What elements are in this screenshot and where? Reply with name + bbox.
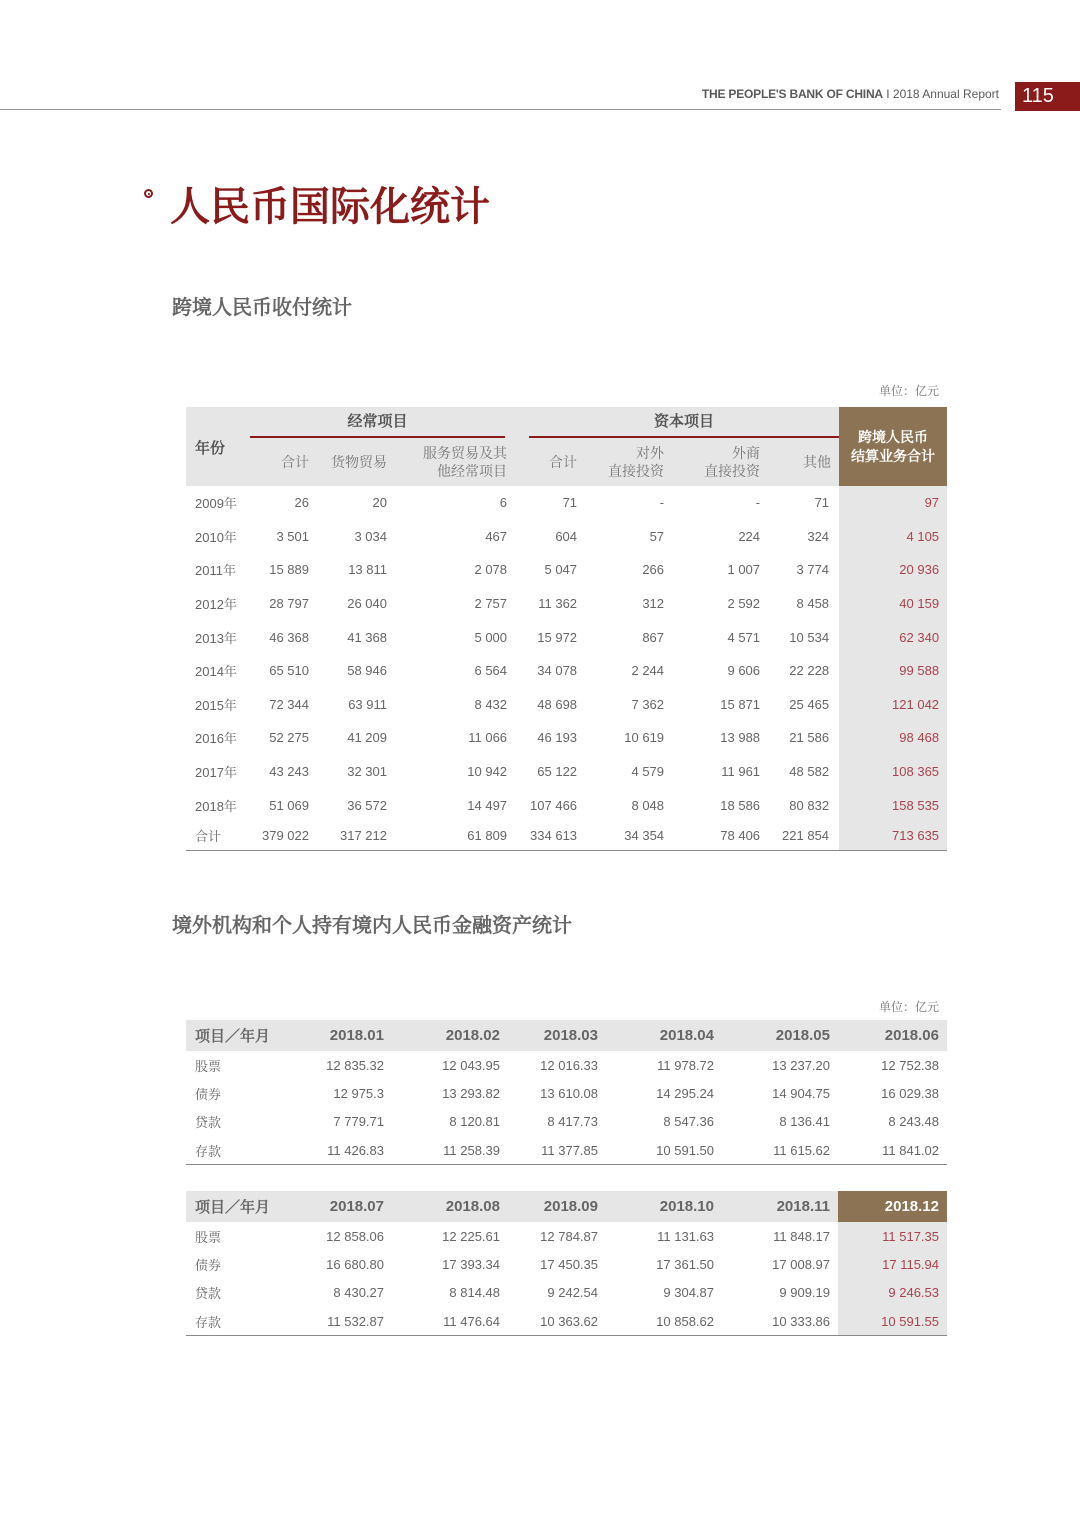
table-row <box>186 721 947 755</box>
table-row <box>186 654 947 688</box>
header-rule <box>0 109 1001 110</box>
value-cell: 12 858.06 <box>326 1228 384 1244</box>
item-month-header: 项目／年月 <box>186 1191 296 1222</box>
value-cell: 12 784.87 <box>540 1228 598 1244</box>
value-cell: 41 368 <box>347 629 387 645</box>
value-cell: 48 582 <box>789 764 830 780</box>
month-header: 2018.10 <box>606 1191 722 1222</box>
col-goods: 货物贸易 <box>331 454 387 470</box>
year-header: 年份 <box>195 440 226 457</box>
bank-name: THE PEOPLE'S BANK OF CHINA <box>701 87 883 101</box>
table-row <box>186 620 947 654</box>
value-cell: 12 975.3 <box>333 1085 384 1101</box>
value-cell: 9 242.54 <box>547 1285 598 1301</box>
value-cell: - <box>659 495 665 511</box>
value-cell: 8 243.48 <box>888 1114 939 1130</box>
asset-type-cell: 存款 <box>186 1136 296 1165</box>
value-cell: 78 406 <box>674 822 770 851</box>
col-fdi-line2: 直接投资 <box>704 463 761 479</box>
value-cell: 17 115.94 <box>838 1250 947 1278</box>
report-name: 2018 Annual Report <box>892 87 999 101</box>
value-cell: 3 774 <box>796 562 830 578</box>
total-header-line2: 结算业务合计 <box>851 447 936 464</box>
settlement-total-cell: 40 159 <box>839 587 947 621</box>
value-cell: 11 066 <box>468 730 508 746</box>
unit-label: 单位：亿元 <box>878 384 939 398</box>
value-cell: 11 615.62 <box>722 1136 838 1165</box>
col-other: 其他 <box>803 454 832 470</box>
value-cell: 7 779.71 <box>333 1114 384 1130</box>
value-cell: 15 889 <box>269 562 309 578</box>
value-cell: 72 344 <box>269 696 309 712</box>
value-cell: 8 120.81 <box>449 1114 500 1130</box>
value-cell: 11 426.83 <box>296 1136 392 1165</box>
settlement-total-cell: 4 105 <box>839 520 947 554</box>
value-cell: 12 016.33 <box>540 1057 598 1073</box>
value-cell: 867 <box>642 629 665 645</box>
value-cell: 107 466 <box>530 797 578 813</box>
value-cell: 10 619 <box>624 730 665 746</box>
month-header: 2018.02 <box>392 1020 508 1051</box>
month-header: 2018.04 <box>606 1020 722 1051</box>
month-header: 2018.12 <box>838 1191 947 1222</box>
value-cell: 21 586 <box>789 730 830 746</box>
table-row <box>186 1279 947 1307</box>
value-cell: 34 078 <box>537 663 578 679</box>
year-cell: 2011年 <box>195 563 236 579</box>
section-title-cross-border: 跨境人民币收付统计 <box>172 297 352 319</box>
settlement-total-cell: 97 <box>839 486 947 520</box>
value-cell: 13 293.82 <box>442 1085 500 1101</box>
value-cell: 65 122 <box>537 764 578 780</box>
month-header: 2018.11 <box>722 1191 838 1222</box>
value-cell: - <box>755 495 761 511</box>
value-cell: 8 547.36 <box>663 1114 714 1130</box>
value-cell: 7 362 <box>631 696 665 712</box>
table-row <box>186 788 947 822</box>
value-cell: 6 <box>499 495 508 511</box>
col-fdi <box>674 438 770 486</box>
value-cell: 26 040 <box>347 596 387 612</box>
month-header: 2018.07 <box>296 1191 392 1222</box>
asset-type-cell: 债券 <box>195 1086 222 1102</box>
value-cell: 1 007 <box>727 562 761 578</box>
value-cell: 324 <box>807 528 830 544</box>
value-cell: 22 228 <box>789 663 830 679</box>
current-account-group: 经常项目 <box>250 407 505 438</box>
value-cell: 467 <box>485 528 508 544</box>
year-cell: 2018年 <box>195 798 237 814</box>
value-cell: 17 393.34 <box>442 1256 500 1272</box>
header-separator: I <box>886 87 890 101</box>
month-header: 2018.05 <box>722 1020 838 1051</box>
value-cell: 10 591.55 <box>838 1307 947 1336</box>
value-cell: 46 368 <box>269 629 309 645</box>
table-row <box>186 1250 947 1278</box>
value-cell: 9 246.53 <box>838 1279 947 1307</box>
col-fdi-line1: 外商 <box>732 445 761 461</box>
value-cell: 26 <box>294 495 309 511</box>
value-cell: 16 029.38 <box>881 1085 939 1101</box>
value-cell: 15 871 <box>720 696 761 712</box>
settlement-total-cell: 20 936 <box>839 553 947 587</box>
value-cell: 11 961 <box>721 764 761 780</box>
asset-type-cell: 贷款 <box>195 1286 222 1302</box>
assets-table-h1 <box>186 1020 947 1165</box>
table-row <box>186 486 947 520</box>
value-cell: 17 450.35 <box>540 1256 598 1272</box>
value-cell: 16 680.80 <box>326 1256 384 1272</box>
value-cell: 10 363.62 <box>508 1307 606 1336</box>
month-header: 2018.03 <box>508 1020 606 1051</box>
value-cell: 8 048 <box>631 797 665 813</box>
value-cell: 379 022 <box>246 822 319 851</box>
value-cell: 11 258.39 <box>392 1136 508 1165</box>
value-cell: 8 417.73 <box>547 1114 598 1130</box>
value-cell: 11 532.87 <box>296 1307 392 1336</box>
value-cell: 13 988 <box>720 730 761 746</box>
settlement-total-cell: 121 042 <box>839 688 947 722</box>
capital-account-group: 资本项目 <box>529 407 839 438</box>
table-row <box>186 1108 947 1136</box>
value-cell: 4 579 <box>631 764 665 780</box>
value-cell: 12 835.32 <box>326 1057 384 1073</box>
year-cell: 2009年 <box>195 496 237 512</box>
value-cell: 11 362 <box>538 596 578 612</box>
cross-border-table <box>186 407 947 851</box>
col-odi <box>587 438 674 486</box>
value-cell: 14 295.24 <box>656 1085 714 1101</box>
value-cell: 12 225.61 <box>442 1228 500 1244</box>
total-row <box>186 822 947 851</box>
year-cell: 2010年 <box>195 529 237 545</box>
year-cell: 2013年 <box>195 630 237 646</box>
value-cell: 11 978.72 <box>657 1057 714 1073</box>
col-capital-total: 合计 <box>549 454 578 470</box>
value-cell: 17 361.50 <box>656 1256 714 1272</box>
value-cell: 10 333.86 <box>722 1307 838 1336</box>
value-cell: 14 497 <box>467 797 508 813</box>
value-cell: 41 209 <box>347 730 387 746</box>
value-cell: 10 591.50 <box>606 1136 722 1165</box>
month-header: 2018.06 <box>838 1020 947 1051</box>
settlement-total-cell: 158 535 <box>839 788 947 822</box>
value-cell: 5 000 <box>474 629 508 645</box>
year-cell: 2012年 <box>195 597 237 613</box>
value-cell: 8 432 <box>474 696 508 712</box>
bullet-icon <box>144 189 153 198</box>
month-header: 2018.09 <box>508 1191 606 1222</box>
value-cell: 46 193 <box>537 730 578 746</box>
value-cell: 80 832 <box>789 797 830 813</box>
col-current-total: 合计 <box>281 454 309 470</box>
asset-type-cell: 贷款 <box>195 1115 222 1131</box>
value-cell: 14 904.75 <box>772 1085 830 1101</box>
value-cell: 2 078 <box>474 562 508 578</box>
month-header: 2018.01 <box>296 1020 392 1051</box>
cross-border-table-body <box>186 486 947 850</box>
value-cell: 224 <box>738 528 761 544</box>
value-cell: 12 752.38 <box>881 1057 939 1073</box>
value-cell: 13 237.20 <box>772 1057 830 1073</box>
table-row <box>186 553 947 587</box>
value-cell: 266 <box>642 562 665 578</box>
asset-type-cell: 股票 <box>195 1058 222 1074</box>
value-cell: 36 572 <box>347 797 387 813</box>
value-cell: 18 586 <box>720 797 761 813</box>
value-cell: 4 571 <box>727 629 761 645</box>
value-cell: 15 972 <box>537 629 578 645</box>
value-cell: 9 304.87 <box>663 1285 714 1301</box>
col-services-line2: 他经常项目 <box>437 463 508 479</box>
month-header: 2018.08 <box>392 1191 508 1222</box>
running-header <box>702 87 999 101</box>
value-cell: 20 <box>372 495 387 511</box>
value-cell: 43 243 <box>269 764 309 780</box>
assets-table-h2 <box>186 1191 947 1336</box>
value-cell: 51 069 <box>269 797 309 813</box>
value-cell: 11 377.85 <box>508 1136 606 1165</box>
total-header-line1: 跨境人民币 <box>858 428 929 445</box>
value-cell: 48 698 <box>537 696 578 712</box>
value-cell: 8 136.41 <box>779 1114 830 1130</box>
settlement-total-cell: 99 588 <box>839 654 947 688</box>
settlement-total-cell: 108 365 <box>839 755 947 789</box>
value-cell: 8 814.48 <box>449 1285 500 1301</box>
table-row <box>186 688 947 722</box>
value-cell: 604 <box>555 528 578 544</box>
value-cell: 5 047 <box>544 562 578 578</box>
unit-label-2: 单位：亿元 <box>878 1000 939 1014</box>
value-cell: 17 008.97 <box>772 1256 830 1272</box>
value-cell: 8 458 <box>796 596 830 612</box>
table-row <box>186 1136 947 1165</box>
year-cell: 2016年 <box>195 731 237 747</box>
value-cell: 10 942 <box>467 764 508 780</box>
item-month-header: 项目／年月 <box>186 1020 296 1051</box>
value-cell: 28 797 <box>269 596 309 612</box>
value-cell: 11 131.63 <box>657 1228 714 1244</box>
value-cell: 32 301 <box>347 764 387 780</box>
value-cell: 334 613 <box>517 822 587 851</box>
value-cell: 11 841.02 <box>838 1136 947 1165</box>
value-cell: 13 811 <box>348 562 387 578</box>
table-row <box>186 520 947 554</box>
table-row <box>186 1222 947 1250</box>
value-cell: 65 510 <box>269 663 309 679</box>
value-cell: 2 757 <box>474 596 508 612</box>
value-cell: 11 476.64 <box>392 1307 508 1336</box>
value-cell: 10 534 <box>789 629 830 645</box>
value-cell: 12 043.95 <box>442 1057 500 1073</box>
value-cell: 10 858.62 <box>606 1307 722 1336</box>
value-cell: 58 946 <box>347 663 387 679</box>
value-cell: 312 <box>642 596 665 612</box>
value-cell: 9 909.19 <box>779 1285 830 1301</box>
year-cell: 2014年 <box>195 664 237 680</box>
value-cell: 2 244 <box>631 663 665 679</box>
value-cell: 61 809 <box>397 822 517 851</box>
col-odi-line1: 对外 <box>636 445 665 461</box>
year-cell: 合计 <box>186 822 246 851</box>
table-row <box>186 1051 947 1079</box>
value-cell: 25 465 <box>789 696 830 712</box>
page-title: 人民币国际化统计 <box>170 185 490 229</box>
value-cell: 71 <box>562 495 578 511</box>
section-title-financial-assets: 境外机构和个人持有境内人民币金融资产统计 <box>172 915 572 937</box>
value-cell: 71 <box>814 495 830 511</box>
value-cell: 63 911 <box>348 696 387 712</box>
value-cell: 34 354 <box>587 822 674 851</box>
table-row <box>186 587 947 621</box>
value-cell: 2 592 <box>727 596 761 612</box>
year-cell: 2015年 <box>195 697 237 713</box>
total-settlement-header <box>839 407 947 486</box>
value-cell: 11 848.17 <box>773 1228 830 1244</box>
value-cell: 3 501 <box>276 528 309 544</box>
col-odi-line2: 直接投资 <box>608 463 665 479</box>
settlement-total-cell: 62 340 <box>839 620 947 654</box>
settlement-total-cell: 713 635 <box>839 822 947 851</box>
value-cell: 6 564 <box>474 663 508 679</box>
asset-type-cell: 存款 <box>186 1307 296 1336</box>
value-cell: 221 854 <box>770 822 839 851</box>
value-cell: 52 275 <box>269 730 309 746</box>
value-cell: 3 034 <box>354 528 387 544</box>
value-cell: 8 430.27 <box>333 1285 384 1301</box>
col-services-line1: 服务贸易及其 <box>423 445 508 461</box>
table-row <box>186 1307 947 1336</box>
asset-type-cell: 债券 <box>195 1257 222 1273</box>
settlement-total-cell: 98 468 <box>839 721 947 755</box>
value-cell: 9 606 <box>727 663 761 679</box>
table-row <box>186 1079 947 1107</box>
value-cell: 57 <box>649 528 665 544</box>
page-number: 115 <box>1015 82 1080 111</box>
value-cell: 317 212 <box>319 822 397 851</box>
value-cell: 11 517.35 <box>838 1222 947 1250</box>
table-row <box>186 755 947 789</box>
asset-type-cell: 股票 <box>195 1229 222 1245</box>
year-cell: 2017年 <box>195 765 237 781</box>
col-services <box>397 438 517 486</box>
value-cell: 13 610.08 <box>540 1085 598 1101</box>
